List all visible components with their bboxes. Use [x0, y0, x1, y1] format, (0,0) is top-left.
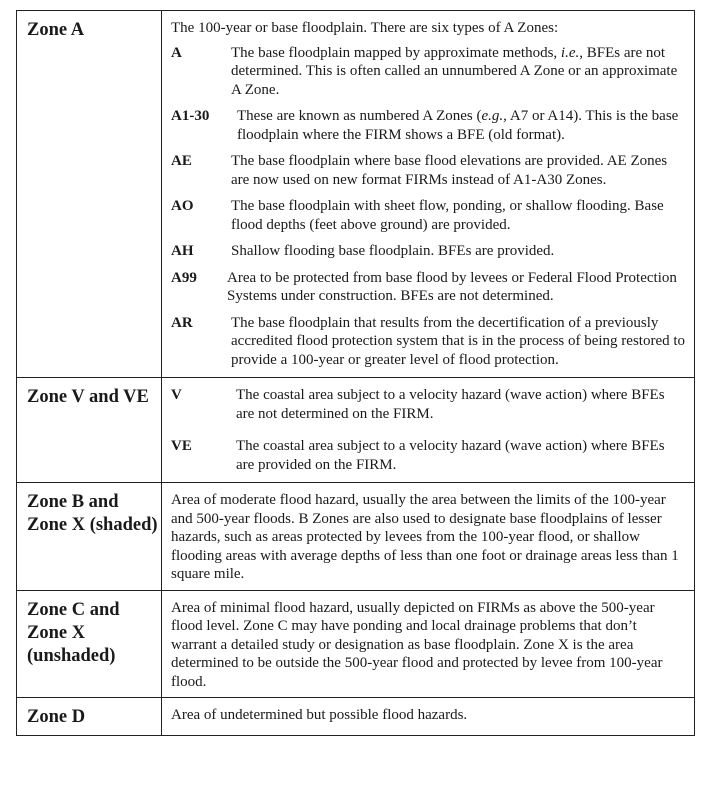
subtype-text: Shallow flooding base floodplain. BFEs are provided.: [231, 243, 555, 259]
subtype-code: AR: [171, 314, 193, 331]
subtype-text: The coastal area subject to a velocity hazard (wave action) where BFEs are not determined on the FIRM.: [236, 387, 665, 422]
subtype-row: [171, 152, 686, 189]
zone-name: Zone D: [17, 698, 162, 736]
zone-name: Zone A: [17, 11, 162, 378]
zone-text: Area of minimal flood hazard, usually depicted on FIRMs as above the 500-year flood level. Zone C may have ponding and local drainage problems that don’t warrant a detailed study or designation as base floodplain. Zone X is the area determined to be outside the 500-year flood and protected by levee from 100-year flood.: [171, 599, 663, 690]
zone-description: [162, 590, 695, 698]
flood-zone-table: [16, 10, 695, 736]
subtype-code: AO: [171, 198, 194, 214]
subtype-code: A99: [171, 269, 197, 286]
subtype-code: AH: [171, 243, 194, 259]
zone-text: Area of moderate flood hazard, usually the area between the limits of the 100-year and 500-year floods. B Zones are also used to designate base floodplains of lesser hazards, such as areas protected by levees from the 100-year flood, or shallow flooding areas with average depths of less than one foot or drainage areas less than 1 square mile.: [171, 492, 679, 582]
table-row-zone-v: [17, 378, 695, 483]
subtype-text: These are known as numbered A Zones (e.g., A7 or A14). This is the base floodplain where the FIRM shows a BFE (old format).: [237, 108, 679, 143]
zone-name: Zone B and Zone X (shaded): [17, 483, 162, 591]
subtype-row: [171, 107, 686, 144]
subtype-row: [171, 386, 686, 423]
subtype-row: [171, 197, 686, 234]
subtype-text: The base floodplain mapped by approximate methods, i.e., BFEs are not determined. This is often called an unnumbered A Zone or an approximate A Zone.: [231, 44, 678, 98]
subtype-text: The base floodplain that results from the decertification of a previously accredited flood protection system that is in the process of being restored to provide a 100-year or greater level of flood protection.: [231, 314, 686, 368]
subtype-text: Area to be protected from base flood by levees or Federal Flood Protection Systems under construction. BFEs are not determined.: [227, 269, 677, 304]
zone-name: Zone C and Zone X (unshaded): [17, 590, 162, 698]
subtype-row: [171, 314, 686, 370]
zone-description: [162, 378, 695, 483]
zone-description: [162, 11, 695, 378]
subtype-row: [171, 437, 686, 474]
table-row-zone-b: [17, 483, 695, 591]
subtype-text: The coastal area subject to a velocity hazard (wave action) where BFEs are provided on the FIRM.: [236, 438, 665, 473]
zone-name: Zone V and VE: [17, 378, 162, 483]
subtype-row: [171, 242, 686, 261]
subtype-code: A1-30: [171, 108, 210, 124]
subtype-code: V: [171, 387, 182, 403]
table-row-zone-c: [17, 590, 695, 698]
zone-text: Area of undetermined but possible flood hazards.: [171, 707, 468, 723]
subtype-code: VE: [171, 438, 192, 454]
subtype-text: The base floodplain where base flood elevations are provided. AE Zones are now used on new format FIRMs instead of A1-A30 Zones.: [231, 153, 668, 188]
subtype-row: [171, 269, 686, 306]
subtype-text: The base floodplain with sheet flow, ponding, or shallow flooding. Base flood depths (feet above ground) are provided.: [231, 198, 664, 233]
subtype-code: AE: [171, 153, 192, 169]
zone-description: [162, 698, 695, 736]
table-row-zone-a: [17, 11, 695, 378]
zone-intro: The 100-year or base floodplain. There are six types of A Zones:: [171, 20, 559, 36]
subtype-code: A: [171, 44, 182, 61]
zone-description: [162, 483, 695, 591]
table-row-zone-d: [17, 698, 695, 736]
subtype-row: [171, 44, 686, 100]
